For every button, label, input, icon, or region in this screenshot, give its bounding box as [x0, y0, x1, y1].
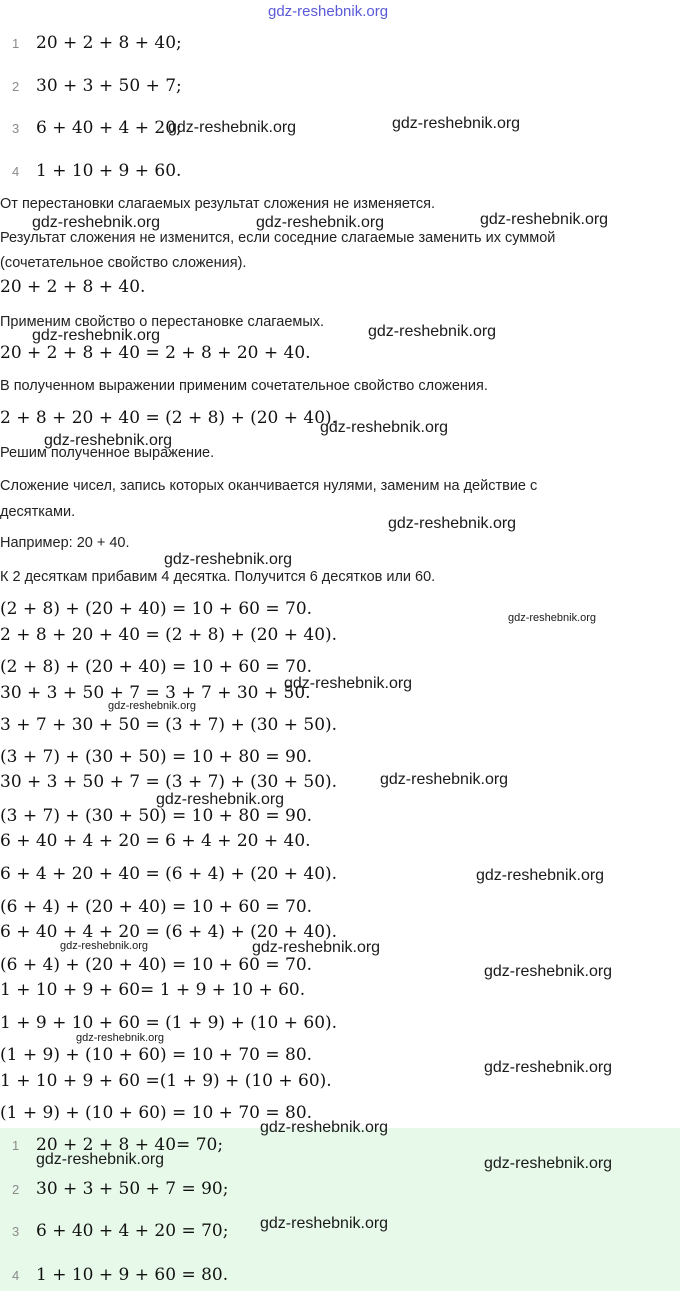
task-number: 3 — [12, 121, 20, 136]
solution-text: От перестановки слагаемых результат сложения не изменяется. — [0, 196, 436, 212]
answer-expression: 1 + 10 + 9 + 60 = 80. — [36, 1265, 229, 1285]
math-line: (6 + 4) + (20 + 40) = 10 + 60 = 70. — [0, 955, 313, 975]
watermark: gdz-reshebnik.org — [484, 1155, 613, 1172]
solution-text: десятками. — [0, 504, 76, 520]
math-line: 1 + 9 + 10 + 60 = (1 + 9) + (10 + 60). — [0, 1013, 338, 1033]
watermark: gdz-reshebnik.org — [484, 1059, 613, 1076]
math-line: 20 + 2 + 8 + 40 = 2 + 8 + 20 + 40. — [0, 343, 311, 363]
watermark: gdz-reshebnik.org — [32, 214, 161, 231]
math-line: 3 + 7 + 30 + 50 = (3 + 7) + (30 + 50). — [0, 715, 338, 735]
watermark: gdz-reshebnik.org — [44, 432, 173, 449]
math-line: 1 + 10 + 9 + 60= 1 + 9 + 10 + 60. — [0, 980, 306, 1000]
watermark: gdz-reshebnik.org — [252, 939, 381, 956]
watermark: gdz-reshebnik.org — [108, 700, 197, 712]
math-line: (1 + 9) + (10 + 60) = 10 + 70 = 80. — [0, 1045, 313, 1065]
task-expression: 30 + 3 + 50 + 7; — [36, 76, 182, 96]
watermark: gdz-reshebnik.org — [320, 419, 449, 436]
math-line: 6 + 4 + 20 + 40 = (6 + 4) + (20 + 40). — [0, 864, 338, 884]
watermark: gdz-reshebnik.org — [476, 867, 605, 884]
math-line: 6 + 40 + 4 + 20 = 6 + 4 + 20 + 40. — [0, 831, 311, 851]
math-line: 2 + 8 + 20 + 40 = (2 + 8) + (20 + 40). — [0, 625, 338, 645]
answer-number: 1 — [12, 1138, 20, 1153]
watermark: gdz-reshebnik.org — [392, 115, 521, 132]
answer-expression: 30 + 3 + 50 + 7 = 90; — [36, 1179, 229, 1199]
solution-text: (сочетательное свойство сложения). — [0, 255, 247, 271]
watermark: gdz-reshebnik.org — [36, 1151, 165, 1168]
watermark: gdz-reshebnik.org — [388, 515, 517, 532]
answer-expression: 6 + 40 + 4 + 20 = 70; — [36, 1221, 229, 1241]
solution-text: Решим полученное выражение. — [0, 445, 215, 461]
math-line: (3 + 7) + (30 + 50) = 10 + 80 = 90. — [0, 806, 313, 826]
watermark: gdz-reshebnik.org — [60, 940, 149, 952]
math-line: (2 + 8) + (20 + 40) = 10 + 60 = 70. — [0, 657, 313, 677]
task-expression: 20 + 2 + 8 + 40; — [36, 33, 182, 53]
math-line: 30 + 3 + 50 + 7 = (3 + 7) + (30 + 50). — [0, 772, 338, 792]
solution-text: Например: 20 + 40. — [0, 535, 130, 551]
answer-number: 2 — [12, 1182, 20, 1197]
solution-text: В полученном выражении применим сочетательное свойство сложения. — [0, 378, 488, 394]
solution-text: К 2 десяткам прибавим 4 десятка. Получится 6 десятков или 60. — [0, 569, 436, 585]
task-number: 1 — [12, 36, 20, 51]
task-number: 2 — [12, 79, 20, 94]
watermark: gdz-reshebnik.org — [368, 323, 497, 340]
watermark: gdz-reshebnik.org — [480, 211, 609, 228]
header-watermark: gdz-reshebnik.org — [268, 3, 389, 20]
watermark: gdz-reshebnik.org — [380, 771, 509, 788]
math-line: 2 + 8 + 20 + 40 = (2 + 8) + (20 + 40). — [0, 408, 338, 428]
watermark: gdz-reshebnik.org — [32, 327, 161, 344]
math-line: 30 + 3 + 50 + 7 = 3 + 7 + 30 + 50. — [0, 683, 311, 703]
solution-text: Результат сложения не изменится, если соседние слагаемые заменить их суммой — [0, 230, 556, 246]
watermark: gdz-reshebnik.org — [168, 119, 297, 136]
watermark: gdz-reshebnik.org — [156, 791, 285, 808]
task-number: 4 — [12, 164, 20, 179]
math-line: 1 + 10 + 9 + 60 =(1 + 9) + (10 + 60). — [0, 1071, 332, 1091]
math-line: (3 + 7) + (30 + 50) = 10 + 80 = 90. — [0, 747, 313, 767]
math-line: 20 + 2 + 8 + 40. — [0, 277, 146, 297]
answer-expression: 20 + 2 + 8 + 40= 70; — [36, 1135, 224, 1155]
answer-number: 4 — [12, 1268, 20, 1283]
math-line: (1 + 9) + (10 + 60) = 10 + 70 = 80. — [0, 1103, 313, 1123]
watermark: gdz-reshebnik.org — [76, 1032, 165, 1044]
math-line: 6 + 40 + 4 + 20 = (6 + 4) + (20 + 40). — [0, 922, 338, 942]
answer-number: 3 — [12, 1224, 20, 1239]
watermark: gdz-reshebnik.org — [284, 675, 413, 692]
watermark: gdz-reshebnik.org — [260, 1119, 389, 1136]
math-line: (6 + 4) + (20 + 40) = 10 + 60 = 70. — [0, 897, 313, 917]
solution-text: Сложение чисел, запись которых оканчивается нулями, заменим на действие с — [0, 478, 538, 494]
solution-text: Применим свойство о перестановке слагаемых. — [0, 314, 325, 330]
watermark: gdz-reshebnik.org — [508, 612, 597, 624]
watermark: gdz-reshebnik.org — [484, 963, 613, 980]
watermark: gdz-reshebnik.org — [164, 551, 293, 568]
task-expression: 6 + 40 + 4 + 20; — [36, 118, 182, 138]
math-line: (2 + 8) + (20 + 40) = 10 + 60 = 70. — [0, 599, 313, 619]
task-expression: 1 + 10 + 9 + 60. — [36, 161, 182, 181]
watermark: gdz-reshebnik.org — [260, 1215, 389, 1232]
watermark: gdz-reshebnik.org — [256, 214, 385, 231]
